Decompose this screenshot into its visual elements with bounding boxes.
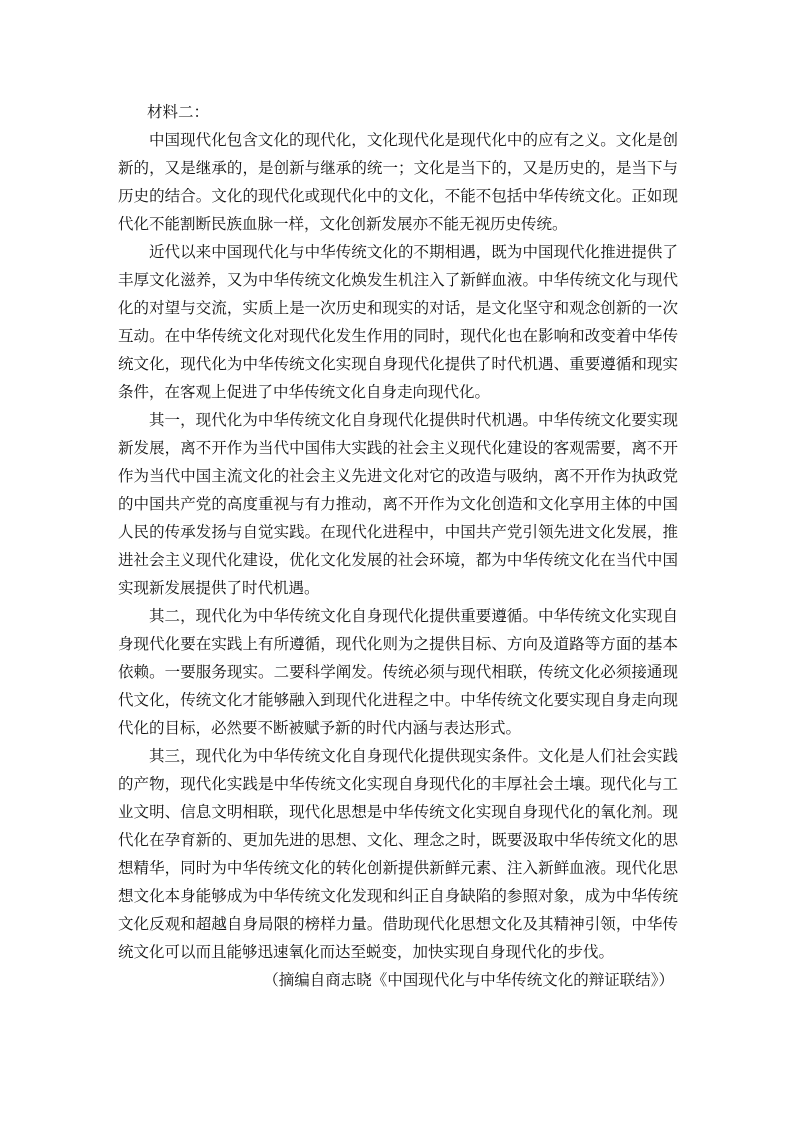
paragraph-4: 其二，现代化为中华传统文化自身现代化提供重要遵循。中华传统文化实现自身现代化要在实践上有所遵循，现代化则为之提供目标、方向及道路等方面的基本依赖。一要服务现实。二要科学阐发。传统必须与现代相联，传统文化必须接通现代文化，传统文化才能够融入到现代化进程之中。中华传统文化要实现自身走向现代化的目标，必然要不断被赋予新的时代内涵与表达形式。 [118, 607, 678, 737]
paragraph-1: 中国现代化包含文化的现代化，文化现代化是现代化中的应有之义。文化是创新的，又是继承的，是创新与继承的统一；文化是当下的，又是历史的，是当下与历史的结合。文化的现代化或现代化中的文化，不能不包括中华传统文化。正如现代化不能割断民族血脉一样，文化创新发展亦不能无视历史传统。 [118, 131, 678, 233]
paragraph-2: 近代以来中国现代化与中华传统文化的不期相遇，既为中国现代化推进提供了丰厚文化滋养，又为中华传统文化焕发生机注入了新鲜血液。中华传统文化与现代化的对望与交流，实质上是一次历史和现实的对话，是文化坚守和观念创新的一次互动。在中华传统文化对现代化发生作用的同时，现代化也在影响和改变着中华传统文化，现代化为中华传统文化实现自身现代化提供了时代机遇、重要遵循和现实条件，在客观上促进了中华传统文化自身走向现代化。 [118, 243, 678, 401]
paragraph-3: 其一，现代化为中华传统文化自身现代化提供时代机遇。中华传统文化要实现新发展，离不开作为当代中国伟大实践的社会主义现代化建设的客观需要，离不开作为当代中国主流文化的社会主义先进文化对它的改造与吸纳，离不开作为执政党的中国共产党的高度重视与有力推动，离不开作为文化创造和文化享用主体的中国人民的传承发扬与自觉实践。在现代化进程中，中国共产党引领先进文化发展，推进社会主义现代化建设，优化文化发展的社会环境，都为中华传统文化在当代中国实现新发展提供了时代机遇。 [118, 411, 678, 597]
source-citation: （摘编自商志晓《中国现代化与中华传统文化的辩证联结》） [263, 971, 674, 989]
document-page [118, 98, 678, 994]
paragraph-5: 其三，现代化为中华传统文化自身现代化提供现实条件。文化是人们社会实践的产物，现代化实践是中华传统文化实现自身现代化的丰厚社会土壤。现代化与工业文明、信息文明相联，现代化思想是中华传统文化实现自身现代化的氧化剂。现代化在孕育新的、更加先进的思想、文化、理念之时，既要汲取中华传统文化的思想精华，同时为中华传统文化的转化创新提供新鲜元素、注入新鲜血液。现代化思想文化本身能够成为中华传统文化发现和纠正自身缺陷的参照对象，成为中华传统文化反观和超越自身局限的榜样力量。借助现代化思想文化及其精神引领，中华传统文化可以而且能够迅速氧化而达至蜕变，加快实现自身现代化的步伐。 [118, 747, 678, 961]
section-heading: 材料二： [147, 103, 210, 121]
